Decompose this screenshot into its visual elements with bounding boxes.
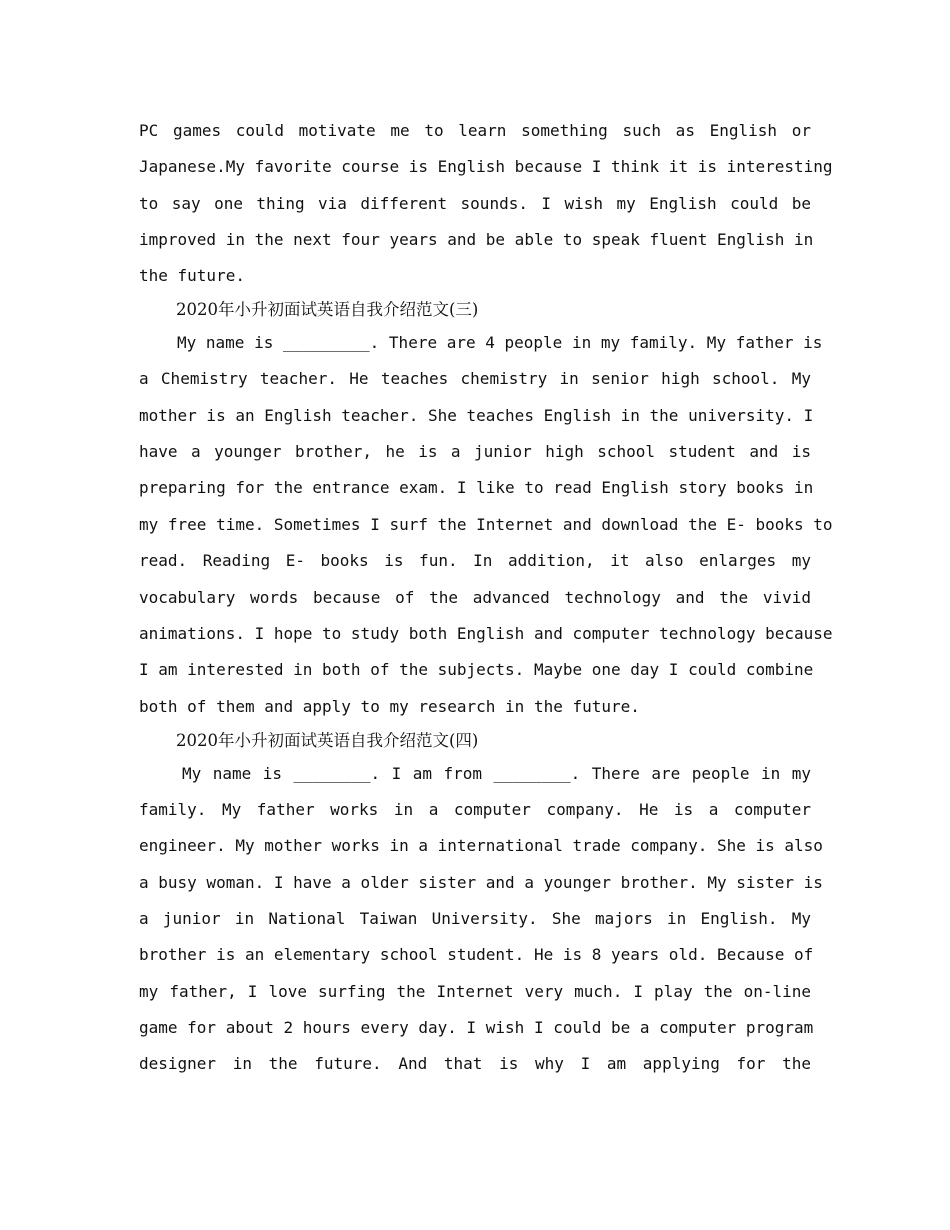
paragraph-line: I am interested in both of the subjects. Maybe one day I could combine — [139, 660, 814, 679]
paragraph-line: animations. I hope to study both English and computer technology because — [139, 624, 833, 643]
paragraph-line: read. Reading E- books is fun. In addition, it also enlarges my — [139, 551, 811, 570]
paragraph-line: a busy woman. I have a older sister and a younger brother. My sister is — [139, 873, 823, 892]
paragraph-line: have a younger brother, he is a junior high school student and is — [139, 442, 811, 461]
paragraph-line: game for about 2 hours every day. I wish I could be a computer program — [139, 1018, 814, 1037]
paragraph-line: My name is ________. I am from ________. There are people in my — [182, 764, 811, 783]
paragraph-line: preparing for the entrance exam. I like to read English story books in — [139, 478, 814, 497]
paragraph-line: brother is an elementary school student. He is 8 years old. Because of — [139, 945, 814, 964]
paragraph-line: PC games could motivate me to learn something such as English or — [139, 121, 811, 140]
section-heading-three: 2020年小升初面试英语自我介绍范文(三) — [176, 300, 479, 319]
paragraph-line: vocabulary words because of the advanced technology and the vivid — [139, 588, 811, 607]
paragraph-line: my free time. Sometimes I surf the Internet and download the E- books to — [139, 515, 833, 534]
paragraph-line: designer in the future. And that is why I am applying for the — [139, 1054, 811, 1073]
paragraph-line: mother is an English teacher. She teaches English in the university. I — [139, 406, 814, 425]
section-heading-four: 2020年小升初面试英语自我介绍范文(四) — [176, 731, 479, 750]
paragraph-line: to say one thing via different sounds. I wish my English could be — [139, 194, 811, 213]
paragraph-line: family. My father works in a computer company. He is a computer — [139, 800, 811, 819]
paragraph-line: a Chemistry teacher. He teaches chemistry in senior high school. My — [139, 369, 811, 388]
paragraph-line: the future. — [139, 266, 245, 285]
paragraph-line: a junior in National Taiwan University. She majors in English. My — [139, 909, 811, 928]
paragraph-line: My name is _________. There are 4 people in my family. My father is — [177, 333, 823, 352]
paragraph-line: engineer. My mother works in a international trade company. She is also — [139, 836, 823, 855]
paragraph-line: improved in the next four years and be able to speak fluent English in — [139, 230, 814, 249]
paragraph-line: my father, I love surfing the Internet very much. I play the on-line — [139, 982, 811, 1001]
paragraph-line: Japanese.My favorite course is English because I think it is interesting — [139, 157, 833, 176]
paragraph-line: both of them and apply to my research in the future. — [139, 697, 640, 716]
